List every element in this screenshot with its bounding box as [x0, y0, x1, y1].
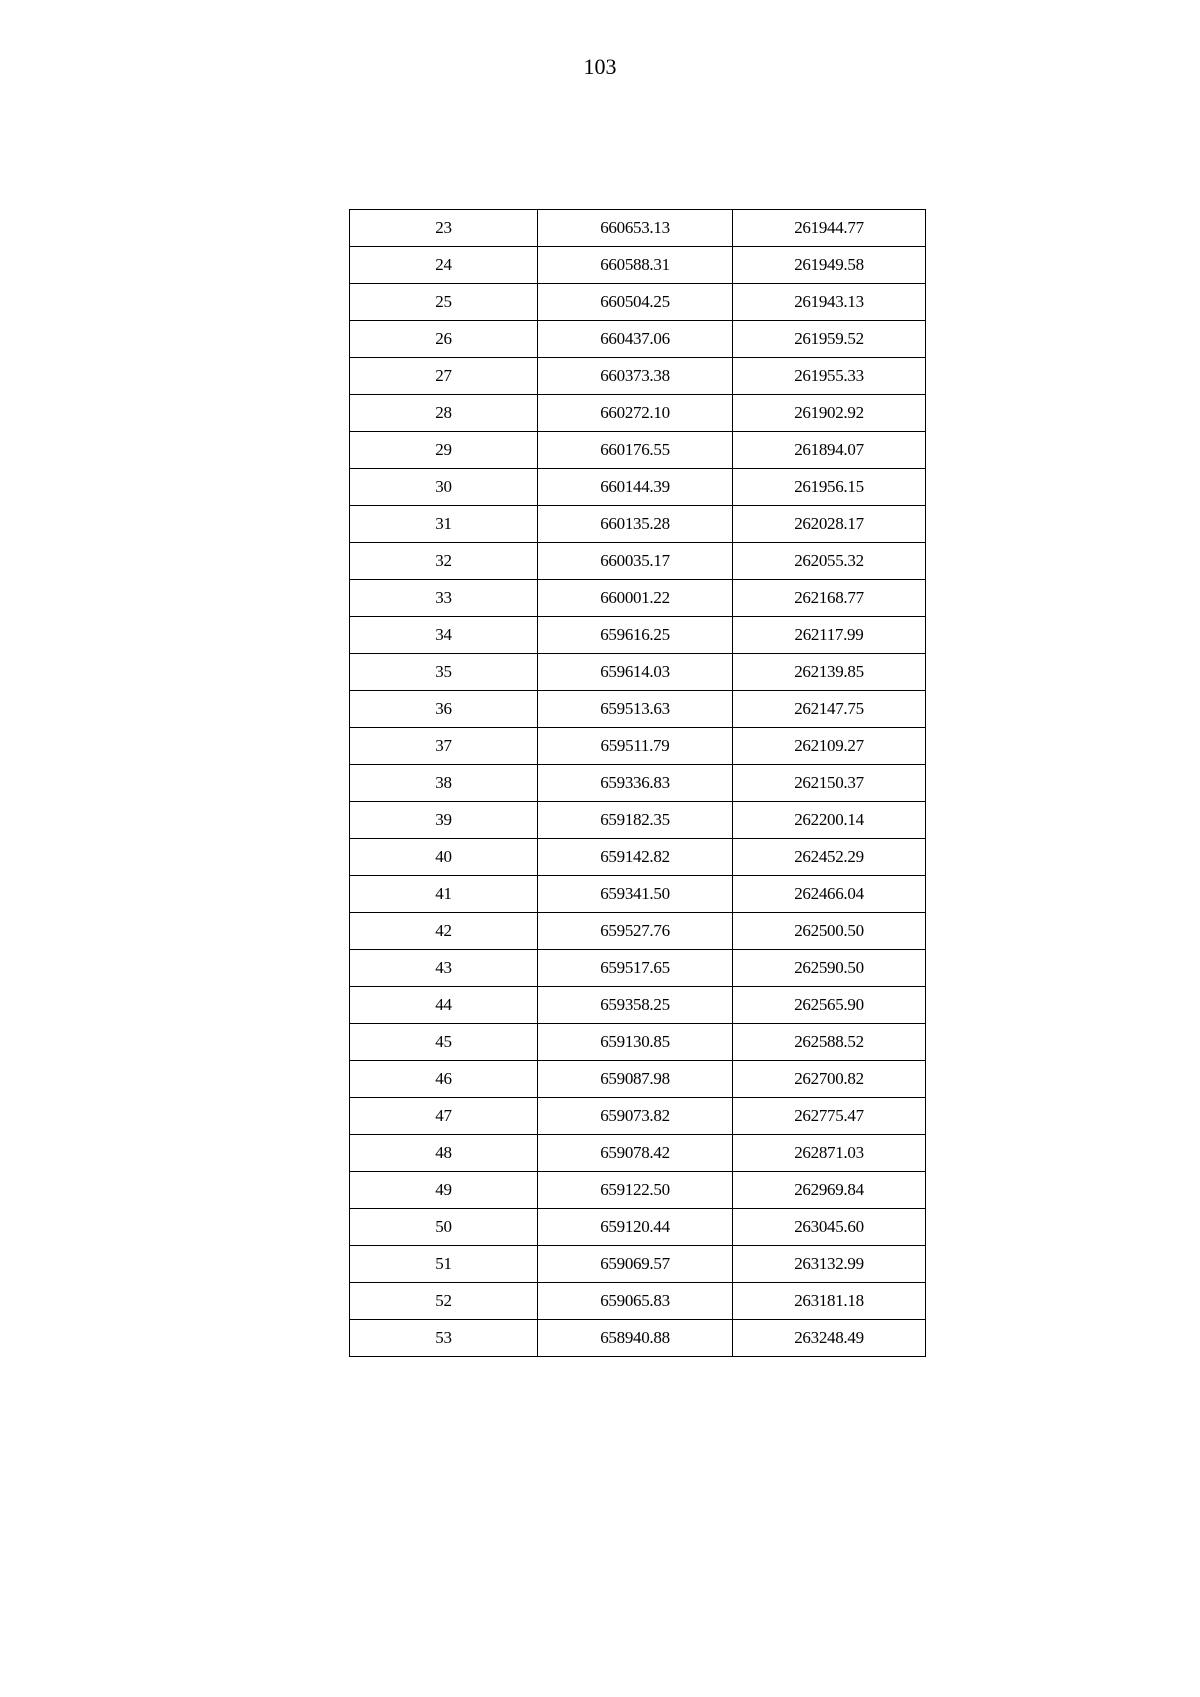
- x-coordinate-cell: 660035.17: [538, 543, 733, 580]
- point-number-cell: 38: [350, 765, 538, 802]
- x-coordinate-cell: 659087.98: [538, 1061, 733, 1098]
- point-number-cell: 44: [350, 987, 538, 1024]
- x-coordinate-cell: 660373.38: [538, 358, 733, 395]
- table-row: [350, 358, 926, 395]
- y-coordinate-cell: 262150.37: [733, 765, 926, 802]
- x-coordinate-cell: 659341.50: [538, 876, 733, 913]
- point-number-cell: 37: [350, 728, 538, 765]
- coordinates-table: [349, 209, 926, 1357]
- point-number-cell: 51: [350, 1246, 538, 1283]
- point-number-cell: 25: [350, 284, 538, 321]
- table-row: [350, 1172, 926, 1209]
- point-number-cell: 53: [350, 1320, 538, 1357]
- y-coordinate-cell: 262588.52: [733, 1024, 926, 1061]
- y-coordinate-cell: 263181.18: [733, 1283, 926, 1320]
- table-row: [350, 1209, 926, 1246]
- x-coordinate-cell: 660437.06: [538, 321, 733, 358]
- table-row: [350, 950, 926, 987]
- point-number-cell: 32: [350, 543, 538, 580]
- point-number-cell: 28: [350, 395, 538, 432]
- y-coordinate-cell: 261949.58: [733, 247, 926, 284]
- coordinates-table-body: [350, 210, 926, 1357]
- x-coordinate-cell: 659065.83: [538, 1283, 733, 1320]
- x-coordinate-cell: 660144.39: [538, 469, 733, 506]
- point-number-cell: 45: [350, 1024, 538, 1061]
- table-row: [350, 617, 926, 654]
- y-coordinate-cell: 262775.47: [733, 1098, 926, 1135]
- point-number-cell: 33: [350, 580, 538, 617]
- y-coordinate-cell: 262200.14: [733, 802, 926, 839]
- x-coordinate-cell: 659073.82: [538, 1098, 733, 1135]
- x-coordinate-cell: 660504.25: [538, 284, 733, 321]
- table-row: [350, 728, 926, 765]
- y-coordinate-cell: 263248.49: [733, 1320, 926, 1357]
- y-coordinate-cell: 262871.03: [733, 1135, 926, 1172]
- x-coordinate-cell: 660588.31: [538, 247, 733, 284]
- point-number-cell: 30: [350, 469, 538, 506]
- y-coordinate-cell: 262969.84: [733, 1172, 926, 1209]
- y-coordinate-cell: 262466.04: [733, 876, 926, 913]
- y-coordinate-cell: 263132.99: [733, 1246, 926, 1283]
- table-row: [350, 1246, 926, 1283]
- table-row: [350, 691, 926, 728]
- x-coordinate-cell: 660272.10: [538, 395, 733, 432]
- point-number-cell: 50: [350, 1209, 538, 1246]
- table-row: [350, 802, 926, 839]
- point-number-cell: 39: [350, 802, 538, 839]
- point-number-cell: 26: [350, 321, 538, 358]
- y-coordinate-cell: 261894.07: [733, 432, 926, 469]
- y-coordinate-cell: 261943.13: [733, 284, 926, 321]
- x-coordinate-cell: 659616.25: [538, 617, 733, 654]
- point-number-cell: 42: [350, 913, 538, 950]
- table-row: [350, 1024, 926, 1061]
- x-coordinate-cell: 659120.44: [538, 1209, 733, 1246]
- x-coordinate-cell: 659358.25: [538, 987, 733, 1024]
- point-number-cell: 47: [350, 1098, 538, 1135]
- y-coordinate-cell: 262109.27: [733, 728, 926, 765]
- y-coordinate-cell: 261959.52: [733, 321, 926, 358]
- table-row: [350, 1283, 926, 1320]
- table-row: [350, 210, 926, 247]
- x-coordinate-cell: 659182.35: [538, 802, 733, 839]
- y-coordinate-cell: 262028.17: [733, 506, 926, 543]
- y-coordinate-cell: 261955.33: [733, 358, 926, 395]
- y-coordinate-cell: 263045.60: [733, 1209, 926, 1246]
- point-number-cell: 52: [350, 1283, 538, 1320]
- y-coordinate-cell: 262147.75: [733, 691, 926, 728]
- table-row: [350, 987, 926, 1024]
- point-number-cell: 27: [350, 358, 538, 395]
- y-coordinate-cell: 262590.50: [733, 950, 926, 987]
- table-row: [350, 913, 926, 950]
- x-coordinate-cell: 660135.28: [538, 506, 733, 543]
- table-row: [350, 1320, 926, 1357]
- table-row: [350, 1135, 926, 1172]
- x-coordinate-cell: 659336.83: [538, 765, 733, 802]
- table-row: [350, 765, 926, 802]
- y-coordinate-cell: 262565.90: [733, 987, 926, 1024]
- x-coordinate-cell: 659142.82: [538, 839, 733, 876]
- table-row: [350, 580, 926, 617]
- y-coordinate-cell: 262700.82: [733, 1061, 926, 1098]
- x-coordinate-cell: 659069.57: [538, 1246, 733, 1283]
- point-number-cell: 40: [350, 839, 538, 876]
- point-number-cell: 46: [350, 1061, 538, 1098]
- table-row: [350, 1098, 926, 1135]
- x-coordinate-cell: 660001.22: [538, 580, 733, 617]
- point-number-cell: 41: [350, 876, 538, 913]
- x-coordinate-cell: 659517.65: [538, 950, 733, 987]
- x-coordinate-cell: 659078.42: [538, 1135, 733, 1172]
- x-coordinate-cell: 659614.03: [538, 654, 733, 691]
- table-row: [350, 469, 926, 506]
- point-number-cell: 43: [350, 950, 538, 987]
- y-coordinate-cell: 261944.77: [733, 210, 926, 247]
- y-coordinate-cell: 262168.77: [733, 580, 926, 617]
- y-coordinate-cell: 262117.99: [733, 617, 926, 654]
- y-coordinate-cell: 262452.29: [733, 839, 926, 876]
- table-row: [350, 654, 926, 691]
- point-number-cell: 49: [350, 1172, 538, 1209]
- x-coordinate-cell: 658940.88: [538, 1320, 733, 1357]
- point-number-cell: 24: [350, 247, 538, 284]
- y-coordinate-cell: 262055.32: [733, 543, 926, 580]
- y-coordinate-cell: 261902.92: [733, 395, 926, 432]
- point-number-cell: 48: [350, 1135, 538, 1172]
- x-coordinate-cell: 659513.63: [538, 691, 733, 728]
- point-number-cell: 36: [350, 691, 538, 728]
- y-coordinate-cell: 262139.85: [733, 654, 926, 691]
- page-number: 103: [583, 54, 617, 79]
- table-row: [350, 284, 926, 321]
- x-coordinate-cell: 659130.85: [538, 1024, 733, 1061]
- table-row: [350, 395, 926, 432]
- point-number-cell: 35: [350, 654, 538, 691]
- table-row: [350, 247, 926, 284]
- table-row: [350, 506, 926, 543]
- x-coordinate-cell: 659511.79: [538, 728, 733, 765]
- x-coordinate-cell: 660653.13: [538, 210, 733, 247]
- table-row: [350, 1061, 926, 1098]
- y-coordinate-cell: 262500.50: [733, 913, 926, 950]
- point-number-cell: 31: [350, 506, 538, 543]
- table-row: [350, 543, 926, 580]
- x-coordinate-cell: 659122.50: [538, 1172, 733, 1209]
- table-row: [350, 321, 926, 358]
- table-row: [350, 432, 926, 469]
- point-number-cell: 34: [350, 617, 538, 654]
- point-number-cell: 29: [350, 432, 538, 469]
- x-coordinate-cell: 659527.76: [538, 913, 733, 950]
- x-coordinate-cell: 660176.55: [538, 432, 733, 469]
- table-row: [350, 876, 926, 913]
- point-number-cell: 23: [350, 210, 538, 247]
- y-coordinate-cell: 261956.15: [733, 469, 926, 506]
- table-row: [350, 839, 926, 876]
